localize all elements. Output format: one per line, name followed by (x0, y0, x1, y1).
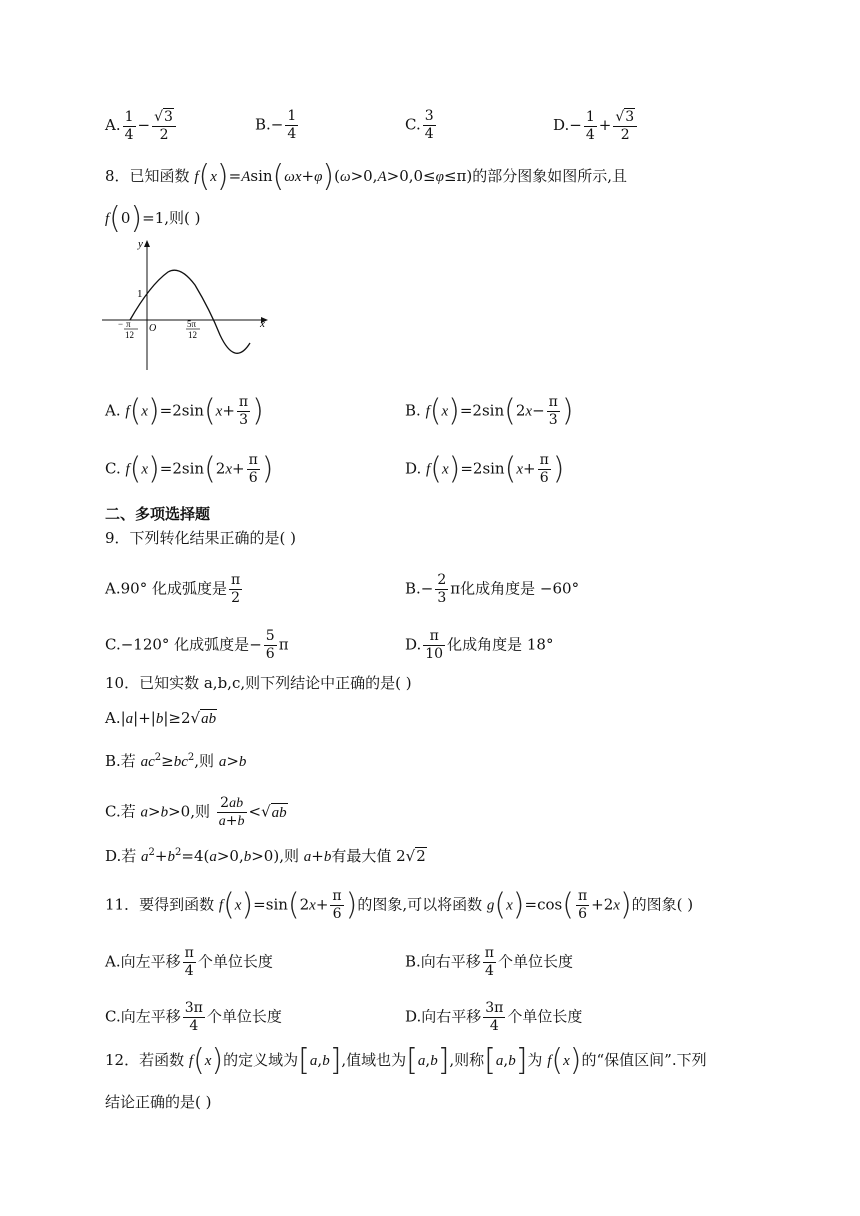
q8-option-c[interactable]: C. f(x)=2sin(2x+ $\frac{\pi}{6}$ ) (105, 451, 274, 487)
q8-option-a[interactable]: A. f(x)=2sin(x+ $\frac{\pi}{3}$ ) (105, 393, 264, 429)
q8-stem-line2: f(0)=1,则( ) (105, 201, 201, 236)
q9-option-c[interactable]: C.−120° 化成弧度是− $\frac{5}{6}$ π (105, 628, 289, 662)
q9-option-d[interactable]: D. $\frac{\pi}{10}$ 化成角度是 18° (405, 628, 554, 662)
q8-stem: 8．已知函数 f(x)=Asin(ωx+φ)(ω>0,A>0,0≤φ≤π)的部分图象如图所示,且 (105, 159, 627, 194)
q11-option-c[interactable]: C.向左平移 $\frac{3\pi}{4}$ 个单位长度 (105, 1000, 282, 1034)
q7-option-d[interactable]: D.− $\frac{1}{4}$ + $\frac{√3}{2}$ (553, 108, 639, 144)
graph-one-label: 1 (137, 288, 143, 300)
q11-option-a[interactable]: A.向左平移 $\frac{\pi}{4}$ 个单位长度 (105, 945, 273, 979)
graph-right-den: 12 (188, 330, 197, 340)
q8-option-d[interactable]: D. f(x)=2sin(x+ $\frac{\pi}{6}$ ) (405, 451, 565, 487)
q7-option-b[interactable]: B.− $\frac{1}{4}$ (255, 108, 297, 142)
svg-text:−: − (118, 319, 124, 329)
q10-option-c[interactable]: C.若 a>b>0,则 $\frac{2ab}{a+b}$ <√ab (105, 795, 287, 829)
graph-left-den: 12 (125, 330, 134, 340)
q12-stem-line2: 结论正确的是( ) (105, 1093, 212, 1111)
graph-y-label: y (138, 238, 143, 250)
q9-option-b[interactable]: B.− $\frac{2}{3}$ π化成角度是 −60° (405, 572, 580, 606)
q11-option-d[interactable]: D.向右平移 $\frac{3\pi}{4}$ 个单位长度 (405, 1000, 583, 1034)
q10-stem: 10．已知实数 a,b,c,则下列结论中正确的是( ) (105, 674, 412, 692)
q7-option-a[interactable]: A. $\frac{1}{4}$ − $\frac{√3}{2}$ (105, 108, 178, 144)
q10-option-b[interactable]: B.若 $ac^2\ge bc^2$,则 a>b (105, 752, 247, 770)
q9-option-a[interactable]: A.90° 化成弧度是 $\frac{\pi}{2}$ (105, 572, 241, 606)
graph-left-num: π (126, 319, 131, 329)
graph-x-label: x (260, 318, 265, 330)
graph-right-num: 5π (187, 319, 197, 329)
q10-option-d[interactable]: D.若 $a^2+b^2=4(a>0,b>0)$,则 a+b有最大值 2√2 (105, 847, 426, 865)
q8-sine-graph (100, 235, 275, 375)
q12-stem: 12．若函数 f(x)的定义域为[a,b],值域也为[a,b],则称[a,b]为 f(x)的“保值区间”.下列 (105, 1043, 707, 1078)
q9-stem: 9．下列转化结果正确的是( ) (105, 529, 297, 547)
graph-origin-label: O (149, 323, 157, 334)
section-title: 二、多项选择题 (105, 505, 211, 523)
q11-option-b[interactable]: B.向右平移 $\frac{\pi}{4}$ 个单位长度 (405, 945, 574, 979)
q10-option-a[interactable]: A.|a|+|b|≥2√ab (105, 709, 217, 727)
q8-option-b[interactable]: B. f(x)=2sin(2x− $\frac{\pi}{3}$ ) (405, 393, 574, 429)
q11-stem: 11．要得到函数 f(x)=sin(2x+ $\frac{\pi}{6}$ )的图象,可以将函数 g(x)=cos( $\frac{\pi}{6}$ +2x)的图象( ) (105, 887, 694, 923)
q7-option-c[interactable]: C. $\frac{3}{4}$ (405, 108, 434, 142)
